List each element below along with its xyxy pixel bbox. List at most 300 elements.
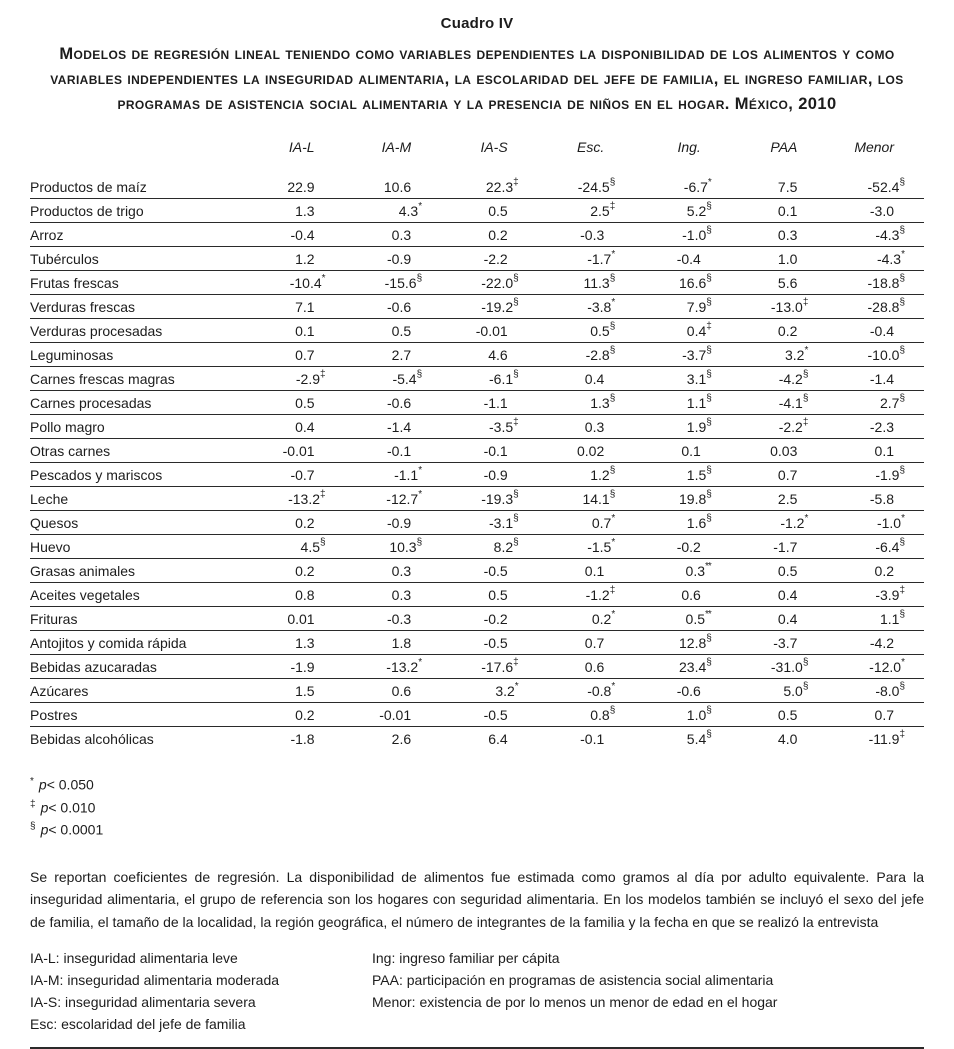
- row-label-header: [30, 133, 248, 175]
- coefficient-cell: -11.9‡: [868, 729, 904, 747]
- significance-marker: *: [321, 273, 325, 284]
- significance-marker: ‡: [609, 201, 615, 212]
- significance-marker: §: [706, 201, 711, 212]
- column-header: IA-L: [288, 139, 315, 155]
- significance-marker: §: [609, 393, 615, 404]
- significance-marker: ‡: [899, 729, 904, 740]
- table-row: [30, 319, 924, 343]
- coefficient-cell: 0.8§: [538, 703, 635, 727]
- significance-marker: ‡: [706, 321, 711, 332]
- coefficient-cell: 5.4§: [686, 729, 711, 747]
- coefficient-cell: -1.5*: [538, 535, 635, 559]
- coefficient-cell: -10.4*: [248, 271, 345, 295]
- coefficient-cell: 0.1: [634, 439, 731, 463]
- table-header: [30, 133, 924, 175]
- significance-marker: §: [802, 393, 808, 404]
- coefficient-cell: 0.2: [441, 223, 538, 247]
- coefficient-cell: -19.3§: [441, 487, 538, 511]
- coefficient-cell: 12.8§: [634, 631, 731, 655]
- significance-marker: *: [804, 345, 808, 356]
- significance-marker: *: [804, 513, 808, 524]
- coefficient-cell: -28.8§: [827, 295, 924, 319]
- coefficient-cell: 0.3: [345, 223, 442, 247]
- table-row: [30, 631, 924, 655]
- coefficient-cell: 7.5: [731, 175, 828, 199]
- coefficient-cell: 0.5§: [538, 319, 635, 343]
- coefficient-cell: -3.8*: [538, 295, 635, 319]
- coefficient-cell: -6.7*: [634, 175, 731, 199]
- coefficient-cell: -1.7: [731, 535, 828, 559]
- row-label: Carnes procesadas: [30, 391, 248, 415]
- legend-item: IA-L: inseguridad alimentaria leve: [30, 950, 238, 967]
- significance-marker: §: [899, 297, 904, 308]
- header-row: [30, 133, 924, 175]
- coefficient-cell: -6.1§: [441, 367, 538, 391]
- coefficient-cell: 0.1: [731, 199, 828, 223]
- coefficient-cell: 19.8§: [634, 487, 731, 511]
- table-row: [30, 415, 924, 439]
- coefficient-cell: 5.6: [731, 271, 828, 295]
- methods-note: Se reportan coeficientes de regresión. La disponibilidad de alimentos fue estimada como gramos al día por adulto equivalente. Para la inseguridad alimentaria, el grupo de referencia son los hogares con seguridad alimentaria. En los modelos también se incluyó el sexo del jefe de familia, el tamaño de la localidad, la región geográfica, el número de integrantes de la familia y la fecha en que se realizó la entrevista: [30, 868, 924, 930]
- p-symbol: p: [40, 799, 49, 816]
- row-label: Bebidas azucaradas: [30, 655, 248, 679]
- coefficient-cell: 7.1: [248, 295, 345, 319]
- coefficient-cell: 8.2§: [441, 535, 538, 559]
- column-header: IA-M: [381, 139, 412, 155]
- legend-item: Menor: existencia de por lo menos un menor de edad en el hogar: [372, 994, 778, 1011]
- coefficient-cell: 22.3‡: [441, 175, 538, 199]
- coefficient-cell: -3.1§: [441, 511, 538, 535]
- significance-marker: *: [611, 513, 615, 524]
- significance-marker: §: [899, 465, 904, 476]
- significance-marker: ‡: [609, 585, 615, 596]
- coefficient-cell: 6.4: [488, 731, 508, 747]
- coefficient-cell: -4.3§: [827, 223, 924, 247]
- coefficient-cell: 1.5§: [634, 463, 731, 487]
- coefficient-cell: -0.7: [248, 463, 345, 487]
- coefficient-cell: -52.4§: [827, 175, 924, 199]
- coefficient-cell: -12.0*: [827, 655, 924, 679]
- coefficient-cell: -1.1: [441, 391, 538, 415]
- legend-item: IA-M: inseguridad alimentaria moderada: [30, 972, 280, 989]
- table-row: [30, 343, 924, 367]
- coefficient-cell: 0.1: [538, 559, 635, 583]
- coefficient-cell: 22.9: [248, 175, 345, 199]
- significance-marker: *: [611, 537, 615, 548]
- row-label: Leche: [30, 487, 248, 511]
- coefficient-cell: -0.6: [345, 295, 442, 319]
- table-row: [30, 367, 924, 391]
- significance-marker: §: [706, 657, 711, 668]
- significance-marker: ‡: [513, 657, 518, 668]
- row-label: Grasas animales: [30, 559, 248, 583]
- significance-marker: §: [609, 321, 615, 332]
- significance-marker: *: [707, 177, 711, 188]
- table-row: [30, 223, 924, 247]
- column-header: Ing.: [677, 139, 701, 155]
- coefficient-cell: -22.0§: [441, 271, 538, 295]
- significance-marker: §: [513, 297, 518, 308]
- significance-marker: ‡: [320, 369, 325, 380]
- footnote-line: * p< 0.050: [30, 776, 94, 793]
- coefficient-cell: 3.1§: [634, 367, 731, 391]
- row-label: Quesos: [30, 511, 248, 535]
- coefficient-cell: -0.4: [634, 247, 731, 271]
- significance-marker: §: [416, 537, 422, 548]
- significance-marker: §: [899, 681, 904, 692]
- significance-marker: ‡: [899, 585, 904, 596]
- coefficient-cell: -10.0§: [827, 343, 924, 367]
- coefficient-cell: -1.2*: [731, 511, 828, 535]
- coefficient-cell: 0.02: [538, 439, 635, 463]
- coefficient-cell: 3.2*: [731, 343, 828, 367]
- column-header: Menor: [854, 139, 894, 155]
- row-label: Aceites vegetales: [30, 583, 248, 607]
- significance-marker: §: [609, 465, 615, 476]
- coefficient-cell: -0.9: [441, 463, 538, 487]
- coefficient-cell: -0.9: [345, 511, 442, 535]
- significance-marker: §: [513, 273, 518, 284]
- row-label: Arroz: [30, 223, 248, 247]
- table-row: [30, 511, 924, 535]
- row-label: Leguminosas: [30, 343, 248, 367]
- significance-marker: §: [513, 513, 518, 524]
- coefficient-cell: -24.5§: [538, 175, 635, 199]
- coefficient-cell: 1.3: [248, 631, 345, 655]
- coefficient-cell: -3.0: [827, 199, 924, 223]
- significance-marker: *: [418, 657, 422, 668]
- table-row: [30, 703, 924, 727]
- results-table: [30, 133, 924, 750]
- significance-marker: ‡: [802, 417, 808, 428]
- coefficient-cell: 1.2§: [538, 463, 635, 487]
- significance-marker: §: [899, 609, 904, 620]
- significance-marker: §: [706, 633, 711, 644]
- coefficient-cell: 0.5: [731, 703, 828, 727]
- legend-left-column: [30, 947, 372, 1035]
- significance-marker: *: [611, 249, 615, 260]
- significance-marker: §: [899, 345, 904, 356]
- coefficient-cell: 1.0: [731, 247, 828, 271]
- coefficient-cell: 2.7: [345, 343, 442, 367]
- table-row: [30, 679, 924, 703]
- coefficient-cell: 0.7: [731, 463, 828, 487]
- table-row: [30, 439, 924, 463]
- coefficient-cell: 1.6§: [634, 511, 731, 535]
- significance-marker: §: [899, 225, 904, 236]
- coefficient-cell: -0.6: [345, 391, 442, 415]
- coefficient-cell: -0.6: [634, 679, 731, 703]
- coefficient-cell: -0.5: [441, 703, 538, 727]
- significance-marker: *: [901, 657, 904, 668]
- significance-marker: §: [513, 369, 518, 380]
- coefficient-cell: -4.2: [827, 631, 924, 655]
- row-label: Frituras: [30, 607, 248, 631]
- significance-marker: ‡: [320, 489, 325, 500]
- coefficient-cell: -5.8: [827, 487, 924, 511]
- row-label: Otras carnes: [30, 439, 248, 463]
- table-number: Cuadro IV: [440, 15, 514, 32]
- row-label: Antojitos y comida rápida: [30, 631, 248, 655]
- significance-footnotes: [30, 772, 924, 840]
- table-row: [30, 607, 924, 631]
- significance-marker: §: [802, 657, 808, 668]
- coefficient-cell: 0.6: [538, 655, 635, 679]
- coefficient-cell: 2.5: [731, 487, 828, 511]
- column-header: PAA: [770, 139, 798, 155]
- footnote-line: § p< 0.0001: [30, 821, 104, 838]
- footnote-marker: §: [30, 821, 36, 833]
- coefficient-cell: -1.9§: [827, 463, 924, 487]
- coefficient-cell: -0.4: [827, 319, 924, 343]
- coefficient-cell: 0.5**: [634, 607, 731, 631]
- coefficient-cell: 0.1: [827, 439, 924, 463]
- coefficient-cell: 1.1§: [634, 391, 731, 415]
- coefficient-cell: -17.6‡: [441, 655, 538, 679]
- row-label: Verduras procesadas: [30, 319, 248, 343]
- coefficient-cell: -8.0§: [827, 679, 924, 703]
- significance-marker: §: [706, 729, 711, 740]
- coefficient-cell: 2.7§: [827, 391, 924, 415]
- coefficient-cell: 14.1§: [538, 487, 635, 511]
- significance-marker: §: [609, 273, 615, 284]
- coefficient-cell: 0.6: [345, 679, 442, 703]
- abbreviation-legend: [30, 947, 924, 1035]
- coefficient-cell: -1.0*: [827, 511, 924, 535]
- coefficient-cell: 0.5: [345, 319, 442, 343]
- coefficient-cell: -1.0§: [634, 223, 731, 247]
- coefficient-cell: 0.8: [248, 583, 345, 607]
- significance-marker: §: [609, 177, 615, 188]
- column-header: Esc.: [577, 139, 605, 155]
- coefficient-cell: -15.6§: [345, 271, 442, 295]
- coefficient-cell: -1.4: [827, 367, 924, 391]
- significance-marker: *: [611, 681, 615, 692]
- coefficient-cell: -1.4: [345, 415, 442, 439]
- coefficient-cell: 0.2: [248, 511, 345, 535]
- coefficient-cell: 0.5: [731, 559, 828, 583]
- coefficient-cell: -13.2‡: [248, 487, 345, 511]
- coefficient-cell: 2.5‡: [538, 199, 635, 223]
- significance-marker: §: [706, 225, 711, 236]
- coefficient-cell: -13.2*: [345, 655, 442, 679]
- coefficient-cell: 0.4: [248, 415, 345, 439]
- coefficient-cell: -18.8§: [827, 271, 924, 295]
- coefficient-cell: 4.0: [777, 731, 798, 747]
- coefficient-cell: 0.2*: [538, 607, 635, 631]
- coefficient-cell: 0.3: [345, 559, 442, 583]
- coefficient-cell: 0.2: [248, 703, 345, 727]
- row-label: Postres: [30, 703, 248, 727]
- coefficient-cell: -1.1*: [345, 463, 442, 487]
- coefficient-cell: 0.7: [827, 703, 924, 727]
- legend-item: Ing: ingreso familiar per cápita: [372, 950, 560, 967]
- significance-marker: §: [513, 537, 518, 548]
- row-label: Huevo: [30, 535, 248, 559]
- coefficient-cell: 0.3**: [634, 559, 731, 583]
- coefficient-cell: 0.2: [827, 559, 924, 583]
- coefficient-cell: 0.3: [538, 415, 635, 439]
- significance-marker: *: [611, 297, 615, 308]
- coefficient-cell: -2.2‡: [731, 415, 828, 439]
- coefficient-cell: 1.2: [248, 247, 345, 271]
- coefficient-cell: -5.4§: [345, 367, 442, 391]
- coefficient-cell: -1.9: [248, 655, 345, 679]
- significance-marker: §: [416, 369, 422, 380]
- table-row: [30, 175, 924, 199]
- coefficient-cell: 4.6: [441, 343, 538, 367]
- coefficient-cell: -0.3: [345, 607, 442, 631]
- significance-marker: §: [706, 513, 711, 524]
- coefficient-cell: -4.2§: [731, 367, 828, 391]
- coefficient-cell: -2.9‡: [248, 367, 345, 391]
- footnote-marker: *: [30, 776, 34, 787]
- table-row: [30, 727, 924, 751]
- coefficient-cell: 10.6: [345, 175, 442, 199]
- significance-marker: §: [706, 345, 711, 356]
- coefficient-cell: 0.7: [538, 631, 635, 655]
- coefficient-cell: -0.5: [441, 559, 538, 583]
- significance-marker: §: [802, 369, 808, 380]
- coefficient-cell: -4.1§: [731, 391, 828, 415]
- coefficient-cell: -0.1: [345, 439, 442, 463]
- coefficient-cell: -4.3*: [827, 247, 924, 271]
- row-label: Tubérculos: [30, 247, 248, 271]
- row-label: Carnes frescas magras: [30, 367, 248, 391]
- significance-marker: §: [706, 705, 711, 716]
- coefficient-cell: 1.8: [345, 631, 442, 655]
- coefficient-cell: 23.4§: [634, 655, 731, 679]
- footnote-marker: ‡: [30, 798, 36, 810]
- coefficient-cell: 0.4‡: [634, 319, 731, 343]
- table-row: [30, 247, 924, 271]
- legend-item: IA-S: inseguridad alimentaria severa: [30, 994, 256, 1011]
- coefficient-cell: -0.1: [441, 439, 538, 463]
- coefficient-cell: 4.3*: [345, 199, 442, 223]
- significance-marker: §: [320, 537, 325, 548]
- coefficient-cell: 0.2: [731, 319, 828, 343]
- coefficient-cell: -1.2‡: [538, 583, 635, 607]
- coefficient-cell: -6.4§: [827, 535, 924, 559]
- row-label: Productos de maíz: [30, 175, 248, 199]
- table-row: [30, 655, 924, 679]
- significance-marker: §: [706, 417, 711, 428]
- significance-marker: **: [705, 609, 711, 620]
- coefficient-cell: -0.2: [634, 535, 731, 559]
- significance-marker: §: [899, 177, 904, 188]
- significance-marker: ‡: [802, 297, 808, 308]
- significance-marker: *: [611, 609, 615, 620]
- coefficient-cell: -1.8: [290, 731, 315, 747]
- significance-marker: §: [706, 369, 711, 380]
- coefficient-cell: 0.5: [441, 583, 538, 607]
- p-symbol: p: [38, 776, 47, 793]
- coefficient-cell: 1.9§: [634, 415, 731, 439]
- row-label: Pollo magro: [30, 415, 248, 439]
- legend-item: PAA: participación en programas de asistencia social alimentaria: [372, 972, 774, 989]
- row-label: Frutas frescas: [30, 271, 248, 295]
- coefficient-cell: -13.0‡: [731, 295, 828, 319]
- coefficient-cell: -31.0§: [731, 655, 828, 679]
- coefficient-cell: 0.7: [248, 343, 345, 367]
- row-label: Bebidas alcohólicas: [30, 731, 154, 747]
- coefficient-cell: 0.4: [731, 583, 828, 607]
- table-row: [30, 583, 924, 607]
- coefficient-cell: -0.01: [441, 319, 538, 343]
- significance-marker: §: [899, 273, 904, 284]
- coefficient-cell: -1.7*: [538, 247, 635, 271]
- significance-marker: §: [706, 273, 711, 284]
- coefficient-cell: 0.3: [345, 583, 442, 607]
- significance-marker: *: [418, 465, 422, 476]
- significance-marker: §: [899, 393, 904, 404]
- row-label: Pescados y mariscos: [30, 463, 248, 487]
- significance-marker: **: [705, 561, 711, 572]
- coefficient-cell: 0.03: [731, 439, 828, 463]
- table-row: [30, 271, 924, 295]
- coefficient-cell: -0.2: [441, 607, 538, 631]
- table-title: Modelos de regresión lineal teniendo como variables dependientes la disponibilidad de los alimentos y como variables independientes la inseguridad alimentaria, la escolaridad del jefe de familia, el ingreso familiar, los programas de asistencia social alimentaria y la presencia de niños en el hogar. México, 2010: [50, 45, 904, 113]
- coefficient-cell: 0.5: [441, 199, 538, 223]
- significance-marker: §: [609, 489, 615, 500]
- coefficient-cell: 0.1: [248, 319, 345, 343]
- significance-marker: *: [514, 681, 518, 692]
- significance-marker: §: [706, 489, 711, 500]
- coefficient-cell: 3.2*: [441, 679, 538, 703]
- coefficient-cell: -0.8*: [538, 679, 635, 703]
- coefficient-cell: 1.5: [248, 679, 345, 703]
- coefficient-cell: 11.3§: [538, 271, 635, 295]
- coefficient-cell: 1.3: [248, 199, 345, 223]
- coefficient-cell: -3.7: [731, 631, 828, 655]
- coefficient-cell: 5.0§: [731, 679, 828, 703]
- row-label: Productos de trigo: [30, 199, 248, 223]
- coefficient-cell: 0.4: [538, 367, 635, 391]
- coefficient-cell: 0.3: [731, 223, 828, 247]
- table-row: [30, 535, 924, 559]
- significance-marker: *: [418, 489, 422, 500]
- significance-marker: ‡: [513, 177, 518, 188]
- coefficient-cell: 0.4: [731, 607, 828, 631]
- coefficient-cell: -19.2§: [441, 295, 538, 319]
- coefficient-cell: -0.1: [580, 731, 605, 747]
- row-label: Azúcares: [30, 679, 248, 703]
- table-row: [30, 295, 924, 319]
- coefficient-cell: -3.9‡: [827, 583, 924, 607]
- table-body: [30, 175, 924, 750]
- legend-right-column: [372, 947, 924, 1035]
- coefficient-cell: -0.9: [345, 247, 442, 271]
- coefficient-cell: 1.0§: [634, 703, 731, 727]
- coefficient-cell: 16.6§: [634, 271, 731, 295]
- coefficient-cell: -2.3: [827, 415, 924, 439]
- coefficient-cell: -2.8§: [538, 343, 635, 367]
- coefficient-cell: -2.2: [441, 247, 538, 271]
- significance-marker: §: [706, 393, 711, 404]
- coefficient-cell: 0.5: [248, 391, 345, 415]
- significance-marker: *: [901, 513, 904, 524]
- coefficient-cell: 1.1§: [827, 607, 924, 631]
- coefficient-cell: -3.5‡: [441, 415, 538, 439]
- significance-marker: §: [899, 537, 904, 548]
- table-row: [30, 199, 924, 223]
- significance-marker: §: [609, 705, 615, 716]
- table-row: [30, 487, 924, 511]
- column-header: IA-S: [480, 139, 508, 155]
- significance-marker: §: [513, 489, 518, 500]
- coefficient-cell: 0.2: [248, 559, 345, 583]
- coefficient-cell: 5.2§: [634, 199, 731, 223]
